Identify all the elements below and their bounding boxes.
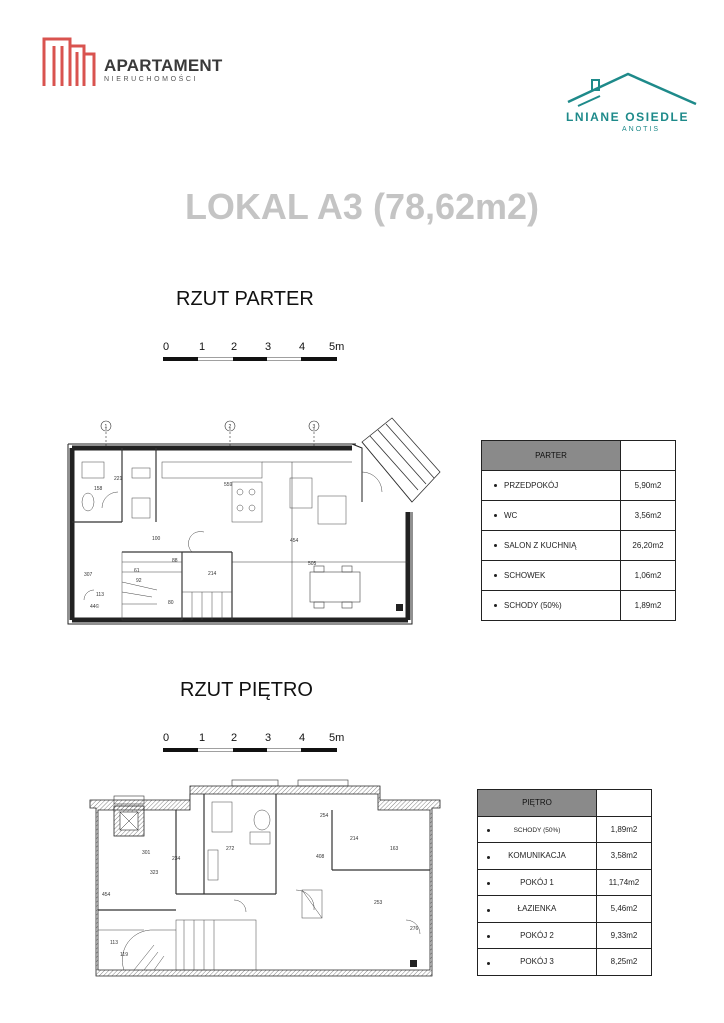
bullet-icon <box>487 909 490 912</box>
scale-bar-graphic <box>163 357 337 361</box>
room-name: WC <box>504 511 518 520</box>
apartament-brand-text: APARTAMENT <box>104 56 223 75</box>
dimension-label: 113 <box>110 940 118 946</box>
room-area: 5,90m2 <box>621 471 676 501</box>
table-header-empty <box>597 790 652 817</box>
bullet-icon <box>487 829 490 832</box>
apartament-logo <box>40 36 223 92</box>
room-area: 3,56m2 <box>621 501 676 531</box>
dimension-label: 301 <box>142 850 151 856</box>
table-row <box>478 896 652 923</box>
room-area: 8,25m2 <box>597 949 652 976</box>
dimension-label: 113 <box>96 592 104 598</box>
scale-label: 3 <box>265 732 272 744</box>
dimension-label: 80 <box>168 600 174 606</box>
apartament-logo-mark <box>40 36 96 88</box>
table-header: PIĘTRO <box>478 790 597 817</box>
room-area: 1,06m2 <box>621 561 676 591</box>
page-title: LOKAL A3 (78,62m2) <box>184 186 540 227</box>
dimension-label: 408 <box>316 854 325 860</box>
scale-label: 0 <box>163 732 170 744</box>
table-row <box>482 471 676 501</box>
room-name: SCHODY (50%) <box>513 826 561 834</box>
dimension-label: 214 <box>208 571 217 577</box>
dimension-label: 254 <box>320 813 329 819</box>
scale-label: 4 <box>299 341 306 353</box>
table-row <box>478 843 652 870</box>
table-header-row <box>478 790 652 817</box>
pietro-floor-plan <box>84 770 456 988</box>
room-area: 3,58m2 <box>597 843 652 870</box>
axis-marker: 1 <box>104 424 108 430</box>
scale-label: 1 <box>199 732 206 744</box>
room-name: POKÓJ 2 <box>520 930 554 940</box>
dimension-label: 454 <box>102 892 111 898</box>
parter-heading: RZUT PARTER <box>176 288 314 310</box>
room-name: SALON Z KUCHNIĄ <box>504 541 577 550</box>
table-header-empty <box>621 441 676 471</box>
dimension-label: 221 <box>114 476 123 482</box>
table-row <box>482 591 676 621</box>
dimension-label: 276 <box>410 926 419 932</box>
room-area: 11,74m2 <box>597 869 652 896</box>
dimension-label: 272 <box>226 846 235 852</box>
room-name: KOMUNIKACJA <box>508 851 566 861</box>
dimension-label: 253 <box>374 900 383 906</box>
table-header-row <box>482 441 676 471</box>
pietro-heading: RZUT PIĘTRO <box>180 679 313 701</box>
room-area: 1,89m2 <box>621 591 676 621</box>
bullet-icon <box>487 935 490 938</box>
dimension-label: 158 <box>94 486 103 492</box>
table-row <box>482 531 676 561</box>
table-row <box>482 501 676 531</box>
room-area: 9,33m2 <box>597 922 652 949</box>
axis-marker: 2 <box>228 424 232 430</box>
bullet-icon <box>494 514 497 517</box>
bullet-icon <box>487 962 490 965</box>
bullet-icon <box>487 856 490 859</box>
room-area: 1,89m2 <box>597 816 652 843</box>
scale-label: 1 <box>199 341 206 353</box>
room-area: 5,46m2 <box>597 896 652 923</box>
room-name: POKÓJ 1 <box>520 877 554 887</box>
roof-icon <box>564 70 698 110</box>
table-row <box>478 949 652 976</box>
lniane-sub-text: ANOTIS <box>622 126 661 133</box>
dimension-label: 88 <box>172 558 178 564</box>
dimension-label: 214 <box>350 836 359 842</box>
lniane-brand-text: LNIANE OSIEDLE <box>566 110 690 124</box>
bullet-icon <box>494 544 497 547</box>
pietro-area-table <box>477 789 652 976</box>
parter-scale-bar <box>163 341 353 371</box>
scale-label: 4 <box>299 732 306 744</box>
room-name: ŁAZIENKA <box>517 904 557 914</box>
room-name: PRZEDPOKÓJ <box>504 481 559 490</box>
dimension-label: 163 <box>390 846 399 852</box>
room-area: 26,20m2 <box>621 531 676 561</box>
parter-floor-plan <box>62 412 468 652</box>
dimension-label: 454 <box>290 538 299 544</box>
dimension-label: 323 <box>150 870 159 876</box>
dimension-label: 505 <box>308 561 317 567</box>
table-header: PARTER <box>482 441 621 471</box>
dimension-label: 307 <box>84 572 93 578</box>
bullet-icon <box>494 604 497 607</box>
scale-label: 0 <box>163 341 170 353</box>
dimension-label: 119 <box>120 952 128 958</box>
apartament-sub-text: NIERUCHOMOŚCI <box>104 76 199 83</box>
dimension-label: 44© <box>90 604 100 610</box>
table-row <box>478 869 652 896</box>
table-row <box>482 561 676 591</box>
room-name: POKÓJ 3 <box>520 957 554 967</box>
table-row <box>478 922 652 949</box>
dimension-label: 92 <box>136 578 142 584</box>
table-row <box>478 816 652 843</box>
scale-label: 5m <box>329 341 345 353</box>
parter-area-table <box>481 440 676 621</box>
scale-label: 2 <box>231 732 238 744</box>
scale-label: 5m <box>329 732 345 744</box>
dimension-label: 559 <box>224 482 233 488</box>
bullet-icon <box>494 574 497 577</box>
dimension-label: 61 <box>134 568 140 574</box>
pietro-scale-bar <box>163 732 353 762</box>
dimension-label: 100 <box>152 536 161 542</box>
bullet-icon <box>487 882 490 885</box>
scale-label: 3 <box>265 341 272 353</box>
axis-marker: 3 <box>312 424 316 430</box>
dimension-label: 234 <box>172 856 181 862</box>
scale-label: 2 <box>231 341 238 353</box>
lniane-osiedle-logo <box>560 70 700 140</box>
room-name: SCHOWEK <box>504 571 546 580</box>
bullet-icon <box>494 484 497 487</box>
room-name: SCHODY (50%) <box>504 601 562 610</box>
scale-bar-graphic <box>163 748 337 752</box>
